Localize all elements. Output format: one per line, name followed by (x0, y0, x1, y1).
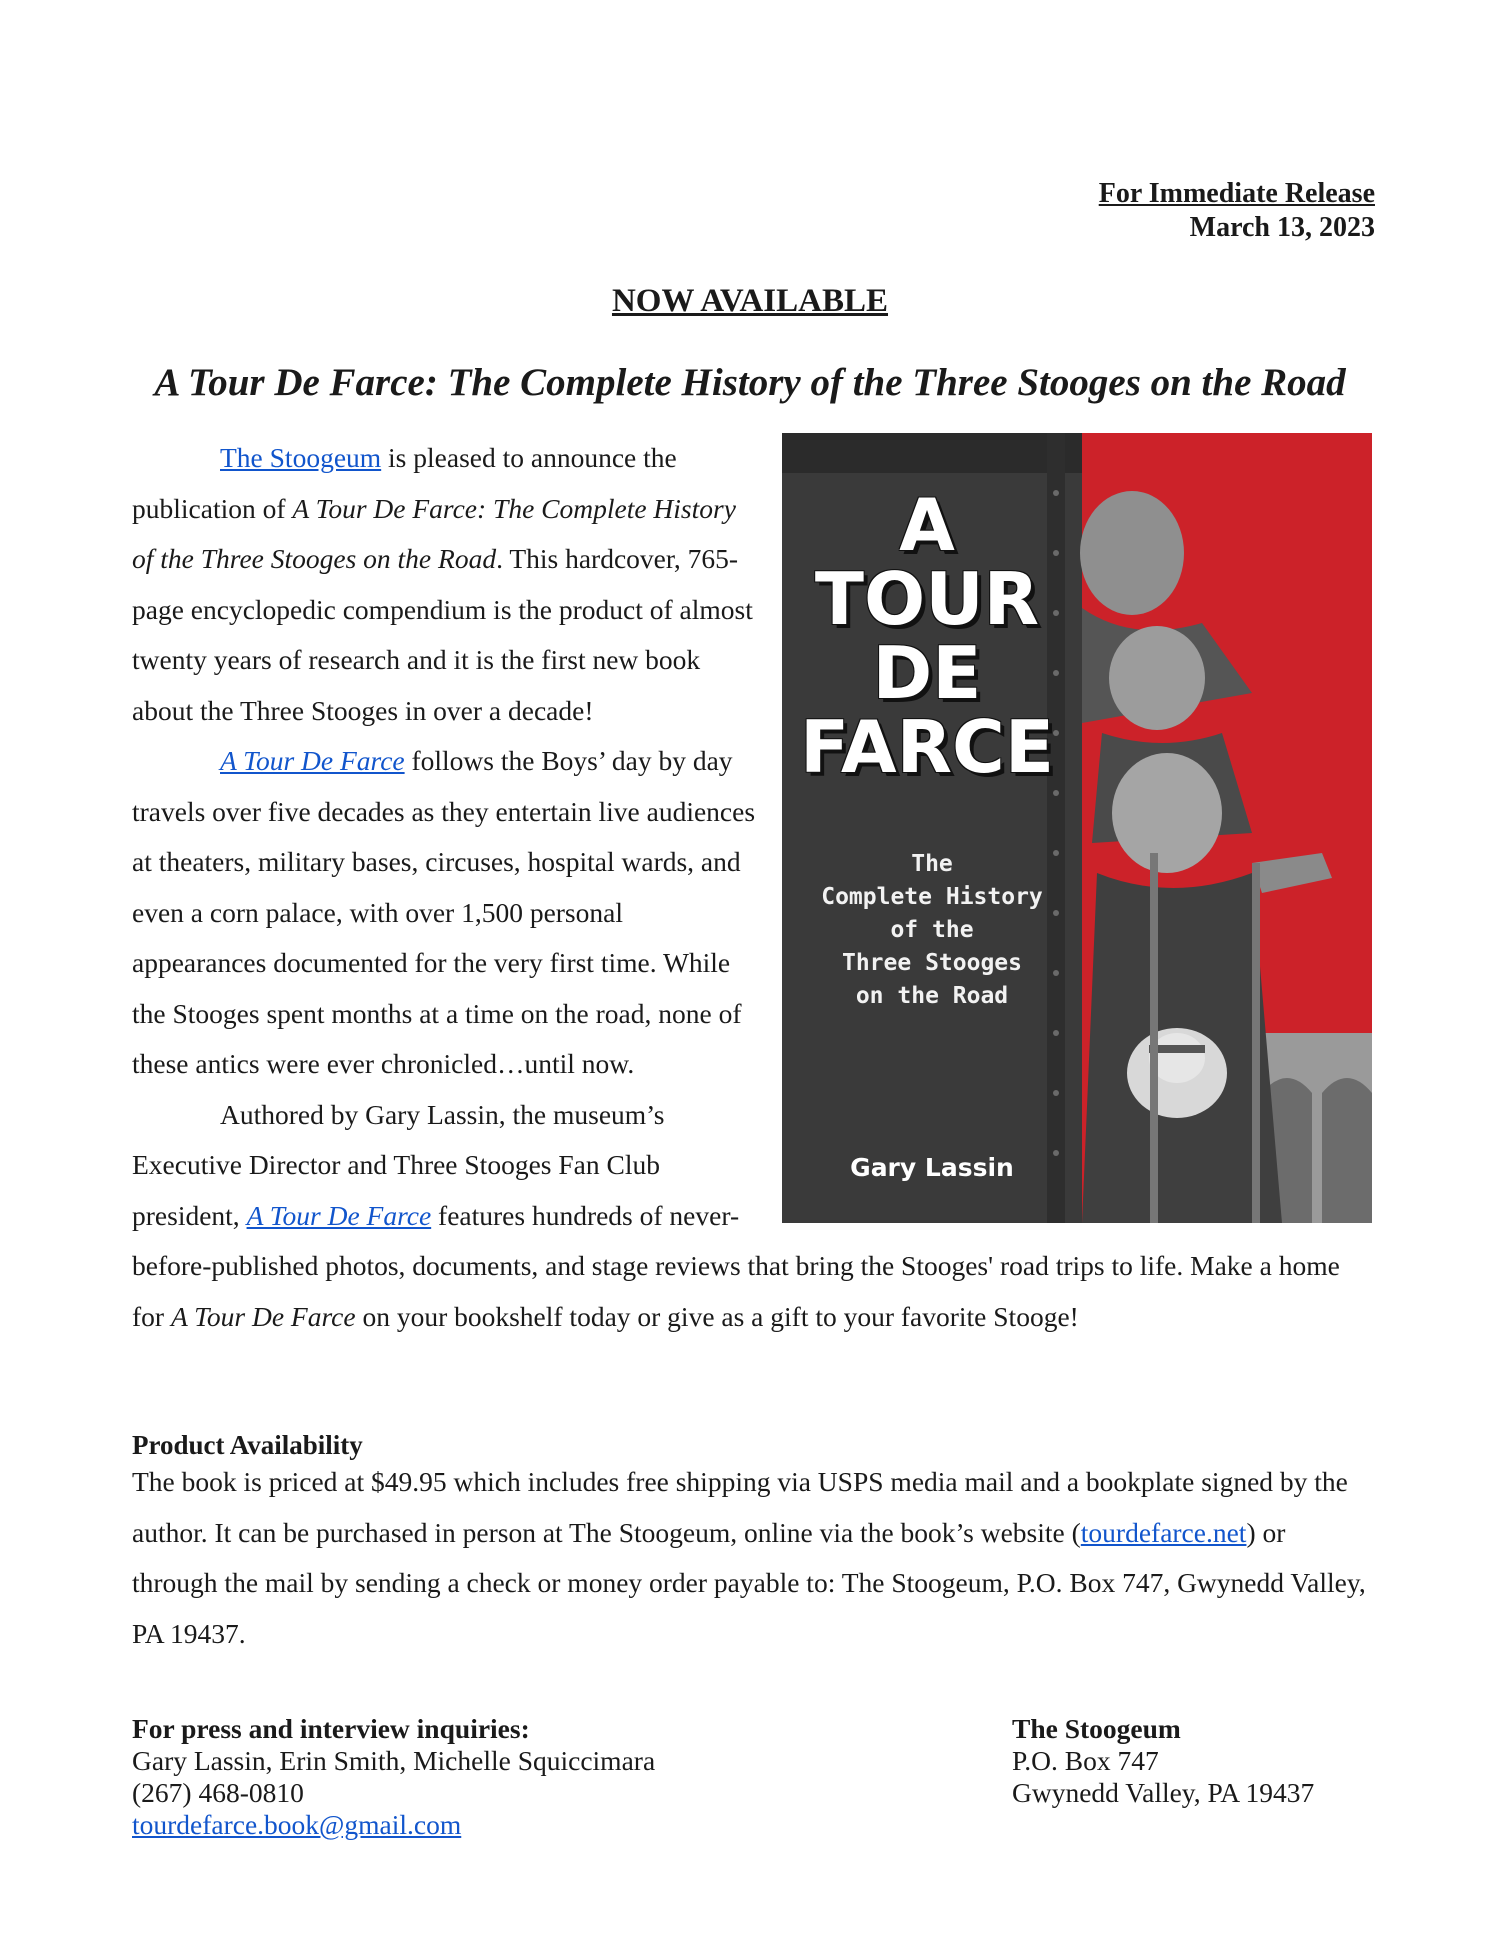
para-text: is pleased to announce the publication of (132, 442, 677, 524)
release-header (1099, 177, 1375, 245)
announcement-body (132, 433, 1372, 1342)
headline: NOW AVAILABLE (611, 283, 889, 319)
address-line2: Gwynedd Valley, PA 19437 (1012, 1777, 1315, 1808)
release-date: March 13, 2023 (1189, 212, 1375, 243)
book-title: A Tour De Farce: The Complete History of the Three Stooges on the Road (154, 361, 1346, 404)
para-text: features hundreds of never-before-published photos, documents, and stage reviews that bring the Stooges' road trips to life. Make a home for (132, 1199, 1340, 1332)
tour-de-farce-link[interactable]: A Tour De Farce (246, 1199, 432, 1231)
italic-title: A Tour De Farce (170, 1300, 356, 1332)
cover-subtitle-line: of the (890, 917, 974, 943)
para-text: . This hardcover, 765-page encyclopedic compendium is the product of almost twenty years of research and it is the first new book about the Three Stooges in over a decade! (132, 543, 753, 726)
para-text: follows the Boys’ day by day travels over five decades as they entertain live audiences at theaters, military bases, circuses, hospital wards, and even a corn palace, with over 1,500 personal appearances documented for the very first time. While the Stooges spent months at a time on the road, none of these antics were ever chronicled…until now. (132, 745, 756, 1079)
website-link[interactable]: tourdefarce.net (1080, 1516, 1247, 1548)
cover-title-line: FARCE (799, 705, 1055, 789)
para-text: on your bookshelf today or give as a gift to your favorite Stooge! (355, 1300, 1079, 1332)
press-phone: (267) 468-0810 (132, 1777, 304, 1808)
address-name: The Stoogeum (1012, 1713, 1181, 1744)
press-names: Gary Lassin, Erin Smith, Michelle Squiccimara (132, 1745, 656, 1776)
cover-subtitle-line: Three Stooges (841, 950, 1022, 976)
para-text: The book is priced at $49.95 which includes free shipping via USPS media mail and a bookplate signed by the author. It can be purchased in person at The Stoogeum, online via the book’s website ( (132, 1466, 1348, 1548)
para-text: Authored by Gary Lassin, the museum’s Executive Director and Three Stooges Fan Club president, (132, 1098, 665, 1231)
cover-title (792, 483, 1062, 789)
press-email-link[interactable]: tourdefarce.book@gmail.com (132, 1809, 462, 1840)
cover-subtitle-line: Complete History (821, 884, 1043, 910)
para-text: ) or through the mail by sending a check or money order payable to: The Stoogeum, P.O. Box 747, Gwynedd Valley, PA 19437. (132, 1516, 1366, 1649)
cover-title-line: TOUR (814, 557, 1040, 641)
stoogeum-link[interactable]: The Stoogeum (220, 442, 382, 473)
cover-title-line: DE (872, 631, 982, 715)
press-heading: For press and interview inquiries: (132, 1713, 530, 1744)
mailing-address (1012, 1713, 1314, 1809)
release-label: For Immediate Release (1098, 178, 1375, 209)
availability-heading: Product Availability (132, 1430, 363, 1460)
cover-subtitle-line: The (911, 851, 953, 877)
tour-de-farce-link[interactable]: A Tour De Farce (220, 745, 405, 776)
press-contact (132, 1713, 655, 1841)
book-cover-image (782, 433, 1372, 1223)
cover-title-line: A (899, 483, 955, 567)
address-line1: P.O. Box 747 (1012, 1745, 1159, 1776)
cover-subtitle (782, 848, 1082, 1013)
cover-author: Gary Lassin (850, 1153, 1014, 1182)
availability-text (132, 1457, 1372, 1659)
italic-title: A Tour De Farce: The Complete History of the Three Stooges on the Road (132, 492, 736, 574)
cover-subtitle-line: on the Road (855, 983, 1009, 1009)
